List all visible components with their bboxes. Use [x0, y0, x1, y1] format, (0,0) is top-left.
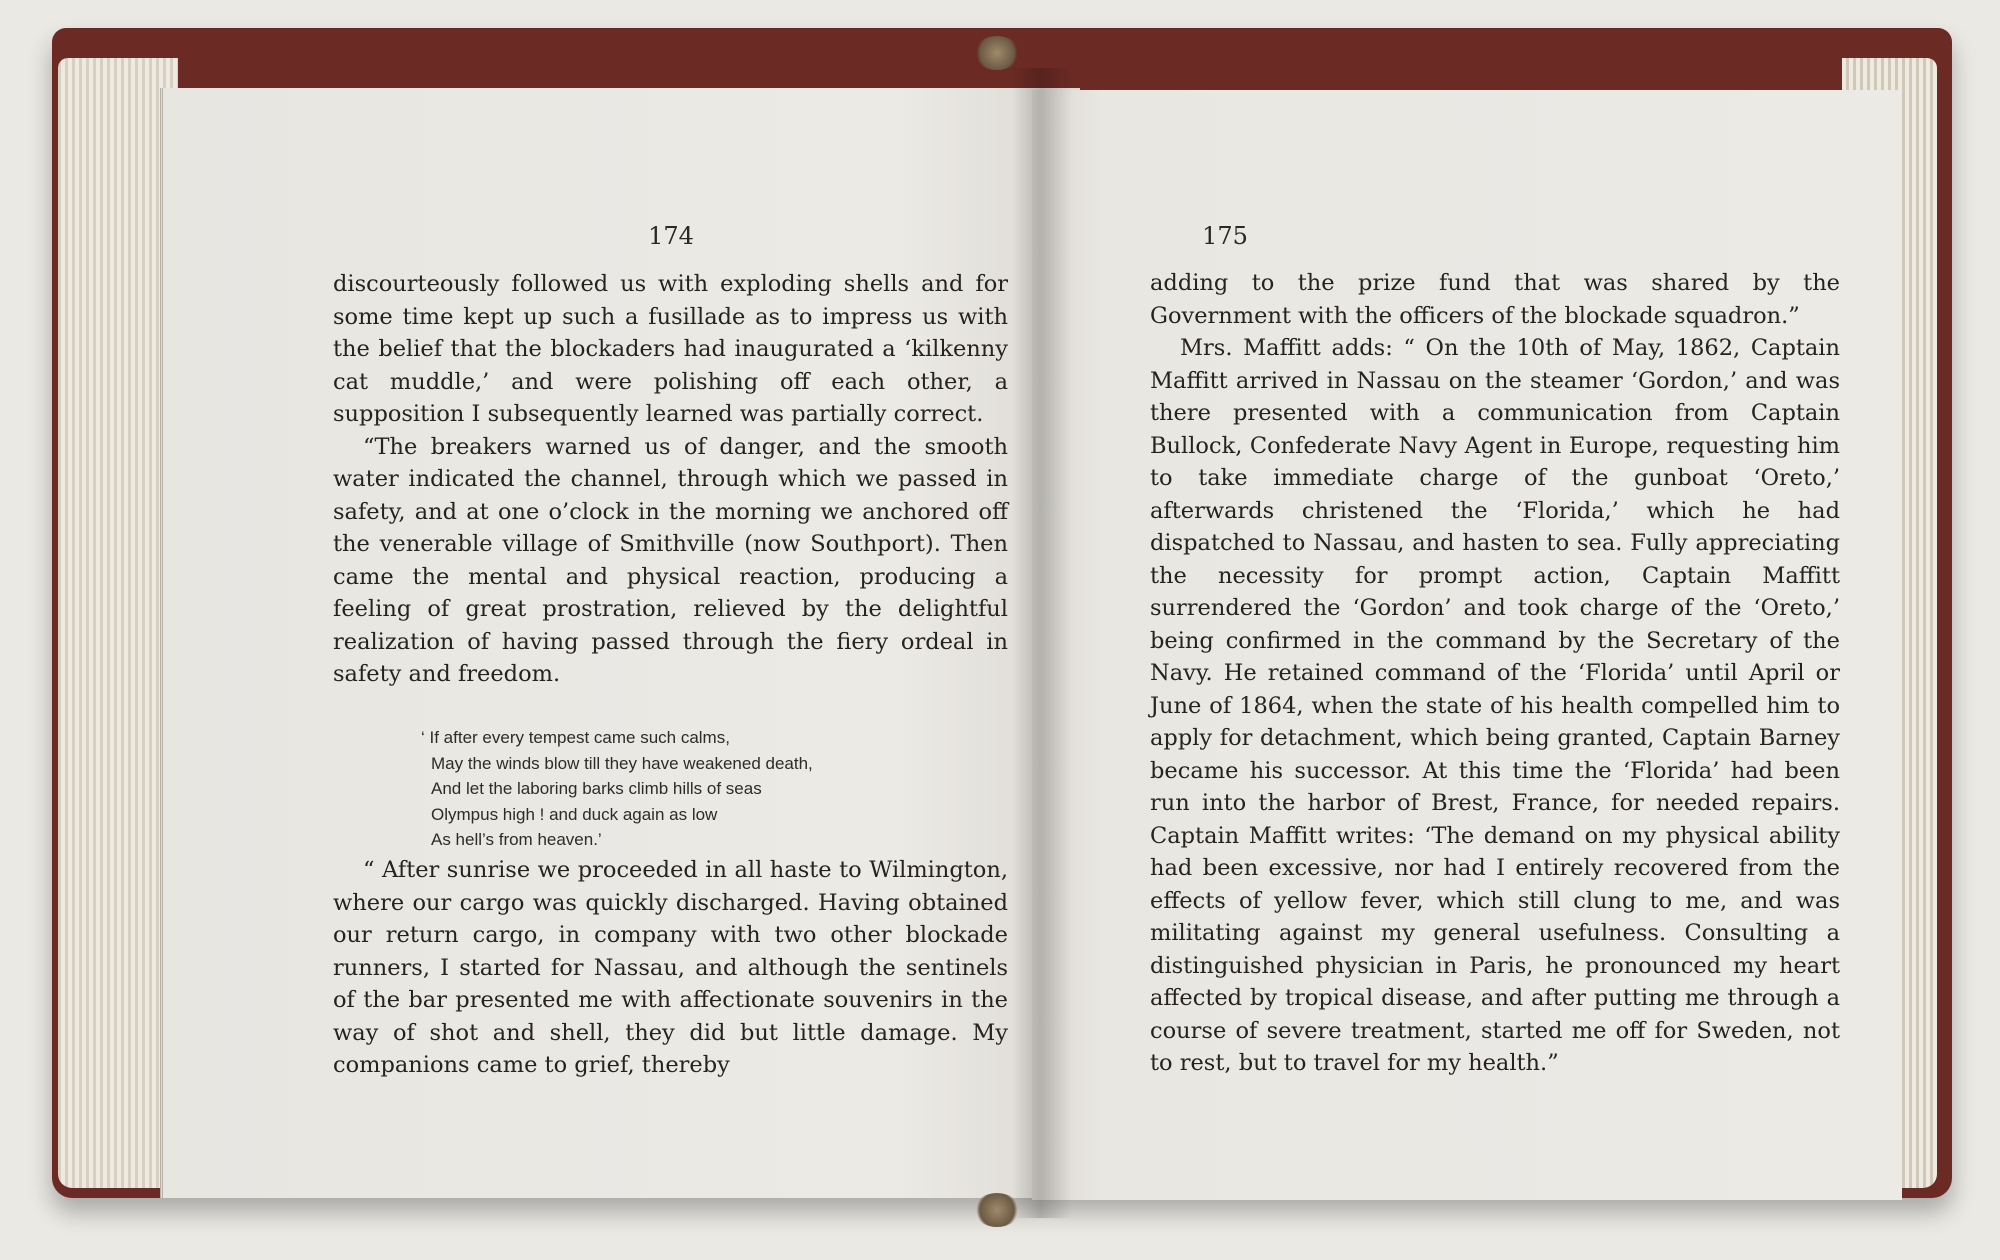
poem-line: Olympus high ! and duck again as low	[431, 804, 718, 824]
left-page-text-top	[333, 268, 1008, 691]
poem-line: ‘ If after every tempest came such calms,	[421, 728, 730, 747]
right-page-text	[1150, 267, 1840, 1080]
binding-thread-bottom	[974, 1193, 1020, 1227]
right-paragraph-2: Mrs. Maffitt adds: “ On the 10th of May, 1862, Captain Maffitt arrived in Nassau on the steamer ‘Gordon,’ and was there presented with a communication from Captain Bullock, Confederate Navy Agent in Europe, requesting him to take immediate charge of the gunboat ‘Oreto,’ afterwards christened the ‘Florida,’ which he had dispatched to Nassau, and hasten to sea. Fully appreciating the necessity for prompt action, Captain Maffitt surrendered the ‘Gordon’ and took charge of the ‘Oreto,’ being confirmed in the command by the Secretary of the Navy. He retained command of the ‘Florida’ until April or June of 1864, when the state of his health compelled him to apply for detachment, which being granted, Captain Barney became his successor. At this time the ‘Florida’ had been run into the harbor of Brest, France, for needed repairs. Captain Maffitt writes: ‘The demand on my physical ability had been excessive, nor had I entirely recovered from the effects of yellow fever, which still clung to me, and was militating against my general usefulness. Consulting a distinguished physician in Paris, he pronounced my heart affected by tropical disease, and after putting me through a course of severe treatment, started me off for Sweden, not to rest, but to travel for my health.”	[1150, 335, 1840, 1076]
poem-line: May the winds blow till they have weakened death,	[431, 753, 813, 773]
left-paragraph-1: discourteously followed us with exploding shells and for some time kept up such a fusillade as to impress us with the belief that the blockaders had inaugurated a ‘kilkenny cat muddle,’ and were polishing off each other, a supposition I subsequently learned was partially correct.	[333, 271, 1008, 427]
left-paragraph-2: “The breakers warned us of danger, and the smooth water indicated the channel, through which we passed in safety, and at one o’clock in the morning we anchored off the venerable village of Smithville (now Southport). Then came the mental and physical reaction, producing a feeling of great prostration, relieved by the delightful realization of having passed through the fiery ordeal in safety and freedom.	[333, 433, 1008, 687]
right-page-number: 175	[1202, 222, 1248, 250]
left-paragraph-3: “ After sunrise we proceeded in all haste to Wilmington, where our cargo was quickly discharged. Having obtained our return cargo, in company with two other blockade runners, I started for Nassau, and although the sentinels of the bar presented me with affectionate souvenirs in the way of shot and shell, they did but little damage. My companions came to grief, thereby	[333, 857, 1008, 1078]
left-page	[160, 88, 1080, 1198]
right-paragraph-1: adding to the prize fund that was shared by the Government with the officers of the blockade squadron.”	[1150, 270, 1840, 329]
binding-thread-top	[974, 36, 1020, 70]
poem-line: As hell’s from heaven.’	[431, 830, 602, 849]
right-page	[1032, 90, 1902, 1200]
book-gutter	[1012, 68, 1072, 1218]
poem-line: And let the laboring barks climb hills of seas	[431, 779, 762, 798]
left-page-text-bottom	[333, 854, 1008, 1082]
open-book	[52, 28, 1952, 1218]
left-page-number: 174	[648, 222, 694, 250]
poem-quote	[421, 725, 941, 853]
